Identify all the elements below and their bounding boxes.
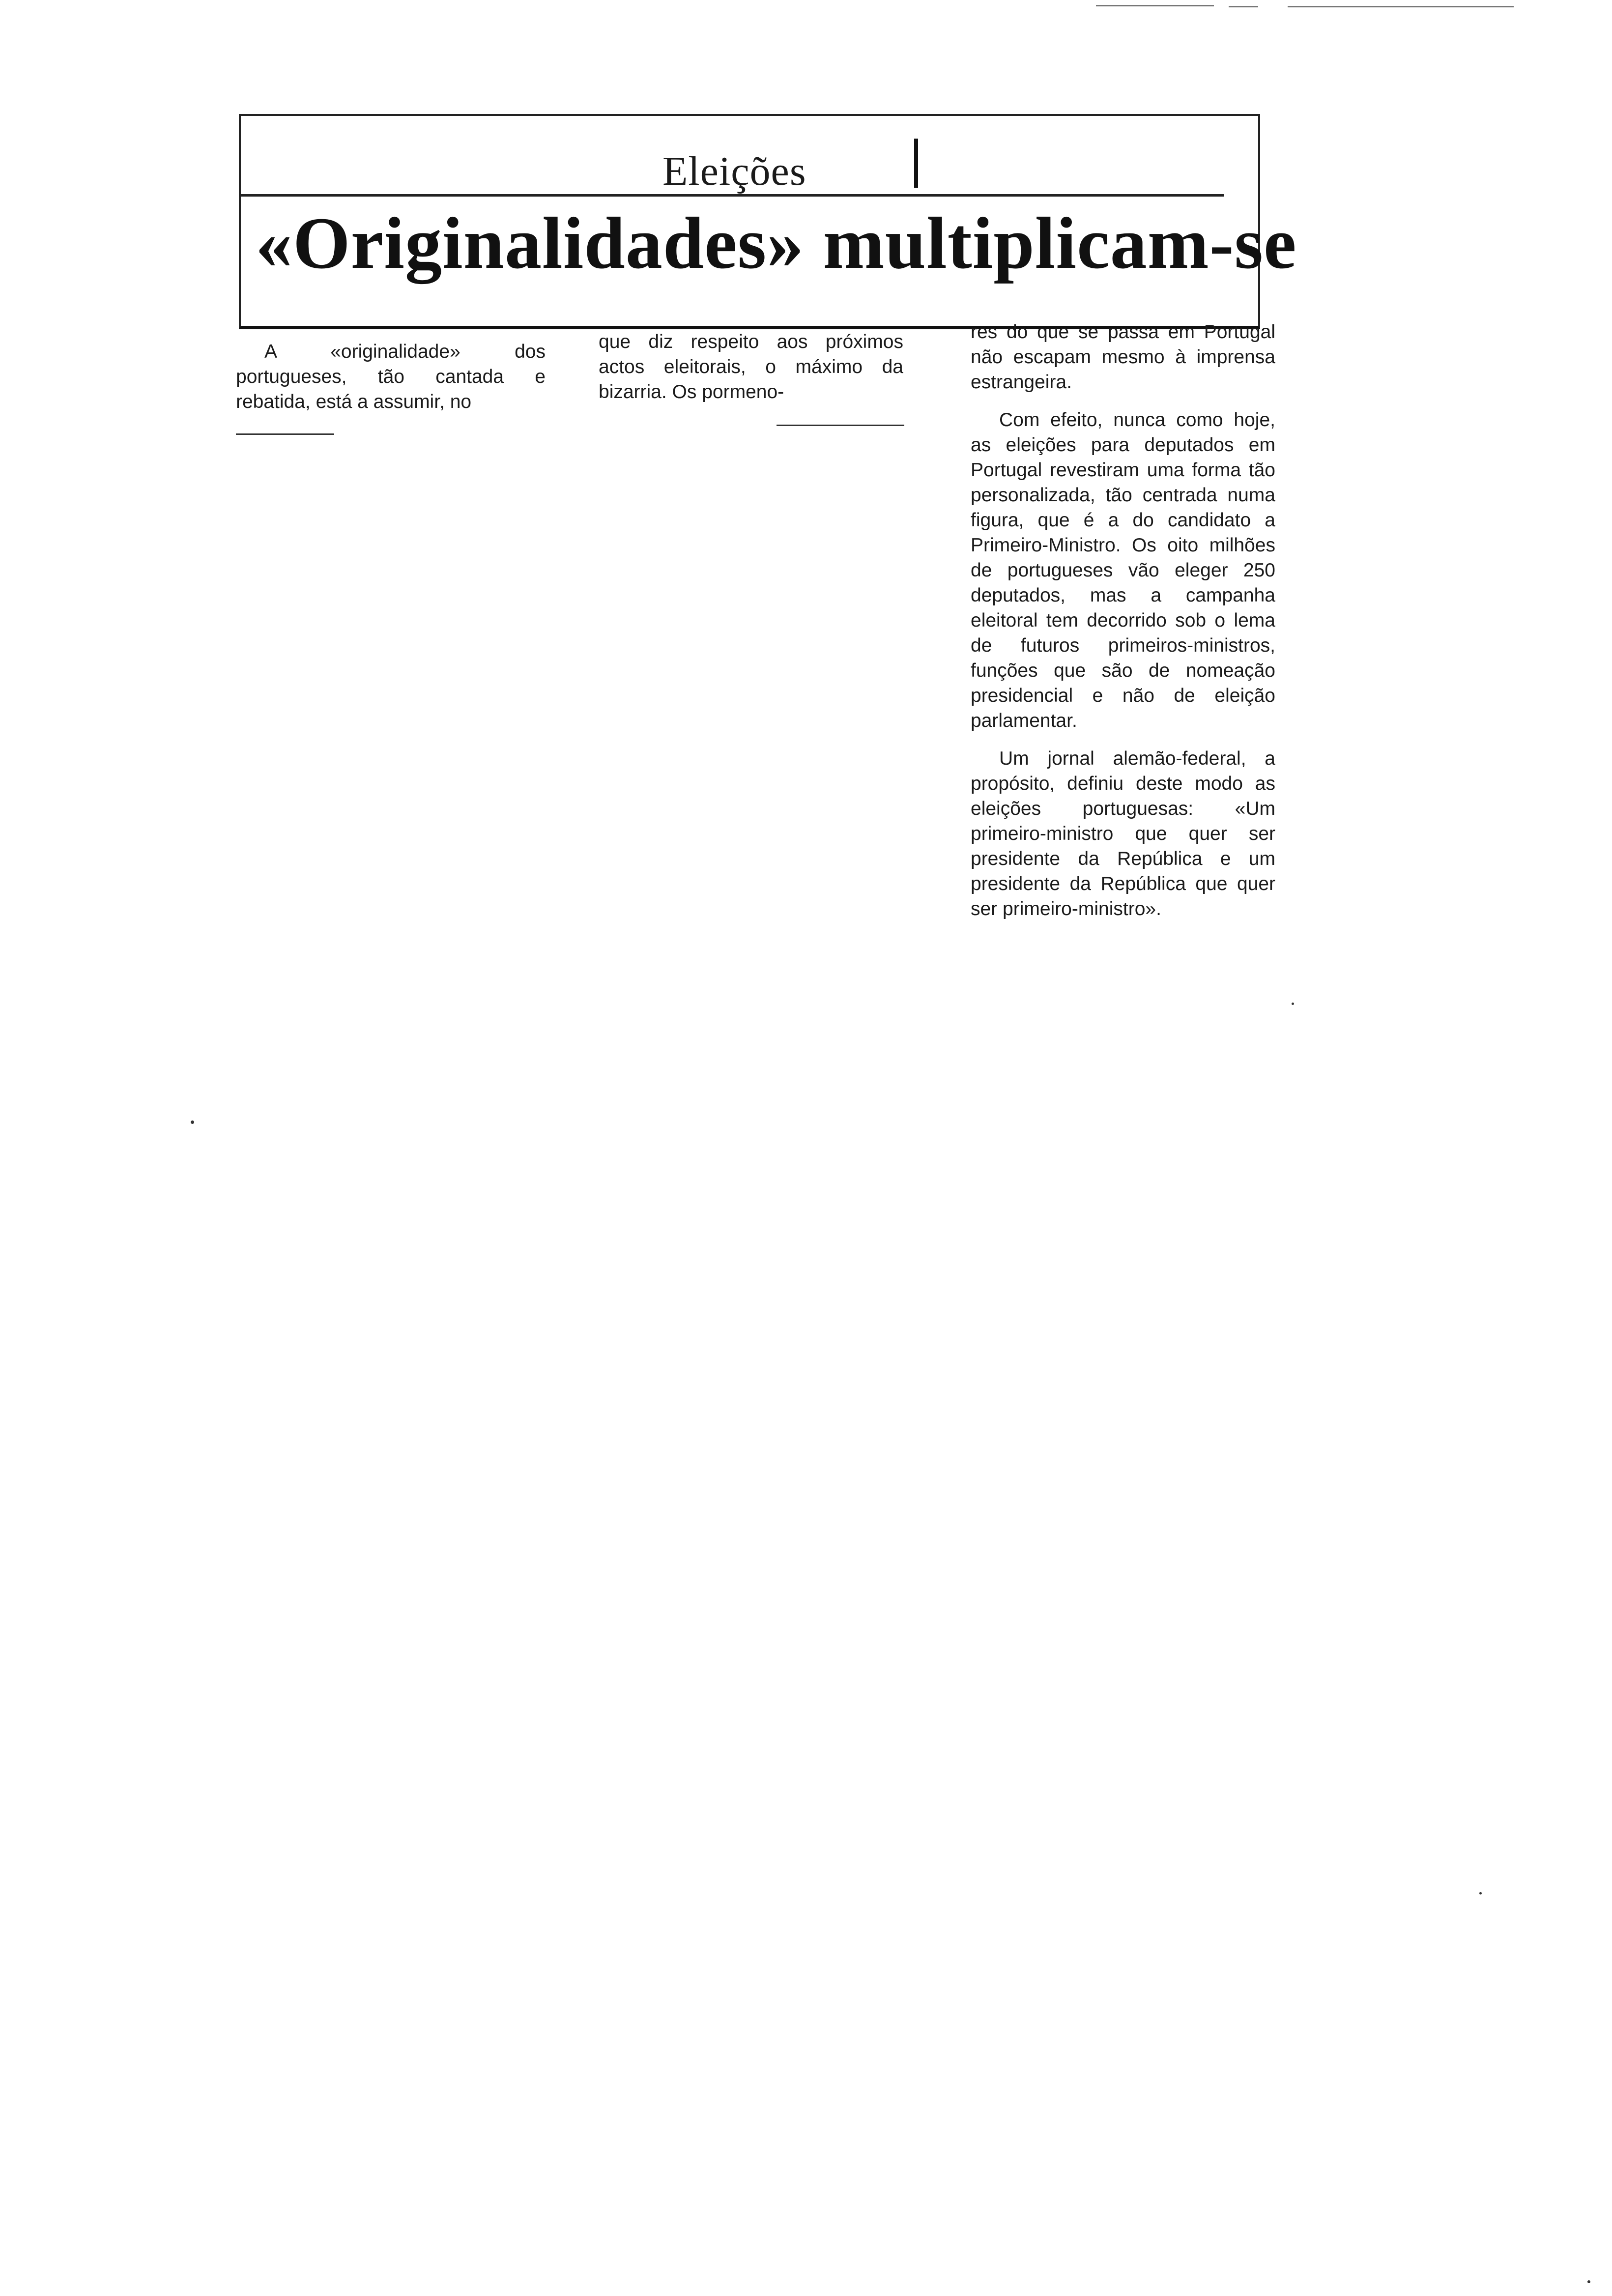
article-column-1 [236, 339, 546, 414]
column-2-text: que diz respeito aos próximos actos eleitorais, o máximo da bizarria. Os pormeno- [599, 331, 903, 402]
column-3-paragraph-3: Um jornal alemão-federal, a propósito, definiu deste modo as eleições portuguesas: «Um primeiro-ministro que quer ser presidente da República e um presidente da República que quer ser primeiro-ministro». [971, 748, 1275, 919]
dust-speck [191, 1120, 194, 1124]
scan-edge-line [1288, 6, 1514, 7]
dust-speck [1587, 2280, 1590, 2283]
column-1-text: A «originalidade» dos portugueses, tão cantada e rebatida, está a assumir, no [236, 341, 546, 412]
column-end-rule [236, 433, 334, 435]
scan-edge-line [1096, 5, 1214, 6]
column-end-rule [777, 425, 904, 426]
kicker-rule [239, 194, 1224, 197]
column-3-paragraph-1: res do que se passa em Portugal não escapam mesmo à imprensa estrangeira. [971, 321, 1275, 393]
article-column-3 [971, 319, 1275, 921]
article-column-2 [599, 329, 903, 404]
dust-speck [1292, 1003, 1294, 1005]
column-3-paragraph-2: Com efeito, nunca como hoje, as eleições para deputados em Portugal revestiram uma forma tão personalizada, tão centrada numa figura, que é a do candidato a Primeiro-Ministro. Os oito milhões de portugueses vão eleger 250 deputados, mas a campanha eleitoral tem decorrido sob o lema de futuros primeiros-ministros, funções que são de nomeação presidencial e não de eleição parlamentar. [971, 409, 1275, 731]
kicker-marker [914, 139, 918, 188]
dust-speck [1479, 1892, 1482, 1894]
section-kicker: Eleições [662, 148, 806, 194]
scan-edge-line [1229, 6, 1258, 7]
article-headline: «Originalidades» multiplicam-se [256, 202, 1297, 284]
